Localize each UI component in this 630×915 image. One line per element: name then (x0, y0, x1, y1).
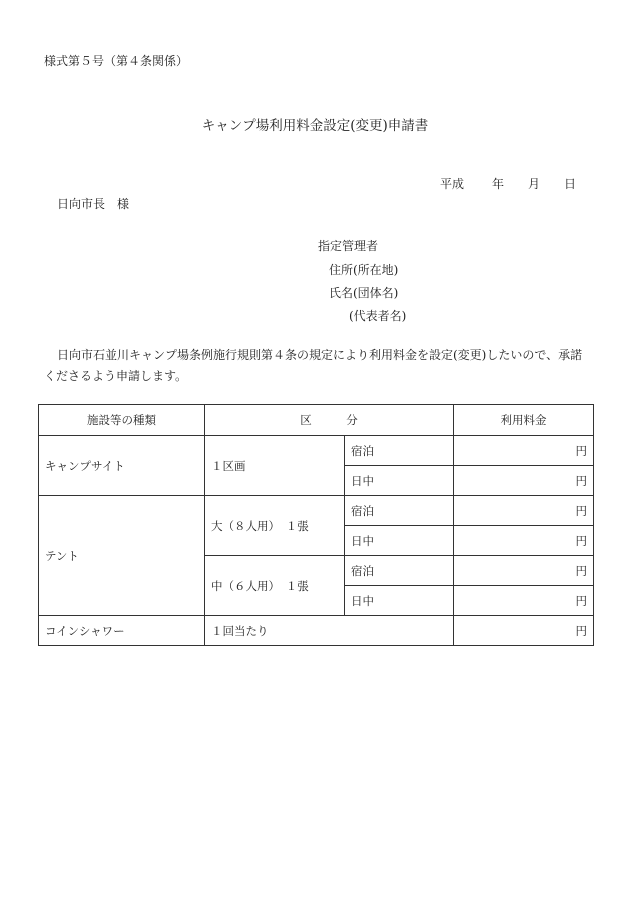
table-row (39, 496, 594, 526)
tent-medium-daytime: 日中 (345, 586, 454, 616)
tent-large-daytime: 日中 (345, 526, 454, 556)
addressee: 日向市長 様 (57, 197, 130, 211)
facility-campsite: キャンプサイト (39, 436, 205, 496)
campsite-daytime: 日中 (345, 466, 454, 496)
fee-cell: 円 (454, 466, 594, 496)
date-era: 平成 (440, 177, 465, 191)
fee-cell: 円 (454, 556, 594, 586)
tent-medium: 中（６人用） １張 (205, 556, 345, 616)
facility-shower: コインシャワー (39, 616, 205, 646)
fee-cell: 円 (454, 616, 594, 646)
date-day: 日 (564, 177, 577, 191)
fee-table (38, 404, 594, 646)
header-fee: 利用料金 (454, 405, 594, 436)
address-label: 住所(所在地) (329, 263, 399, 277)
header-facility: 施設等の種類 (39, 405, 205, 436)
facility-tent: テント (39, 496, 205, 616)
date-year: 年 (492, 177, 505, 191)
fee-cell: 円 (454, 586, 594, 616)
campsite-unit: １区画 (205, 436, 345, 496)
manager-label: 指定管理者 (318, 239, 379, 253)
shower-unit: １回当たり (205, 616, 454, 646)
table-header-row (39, 405, 594, 436)
representative-label: (代表者名) (349, 309, 407, 323)
header-division: 区 分 (205, 405, 454, 436)
fee-cell: 円 (454, 496, 594, 526)
campsite-overnight: 宿泊 (345, 436, 454, 466)
tent-medium-overnight: 宿泊 (345, 556, 454, 586)
name-label: 氏名(団体名) (329, 286, 399, 300)
tent-large-overnight: 宿泊 (345, 496, 454, 526)
tent-large: 大（８人用） １張 (205, 496, 345, 556)
fee-cell: 円 (454, 526, 594, 556)
date-line (440, 175, 576, 192)
table-row (39, 616, 594, 646)
form-number: 様式第５号（第４条関係） (44, 54, 189, 68)
body-text: 日向市石並川キャンプ場条例施行規則第４条の規定により利用料金を設定(変更)したいので、承諾くださるよう申請します。 (44, 348, 583, 383)
fee-cell: 円 (454, 436, 594, 466)
table-row (39, 436, 594, 466)
date-month: 月 (528, 177, 541, 191)
document-title: キャンプ場利用料金設定(変更)申請書 (201, 118, 429, 134)
